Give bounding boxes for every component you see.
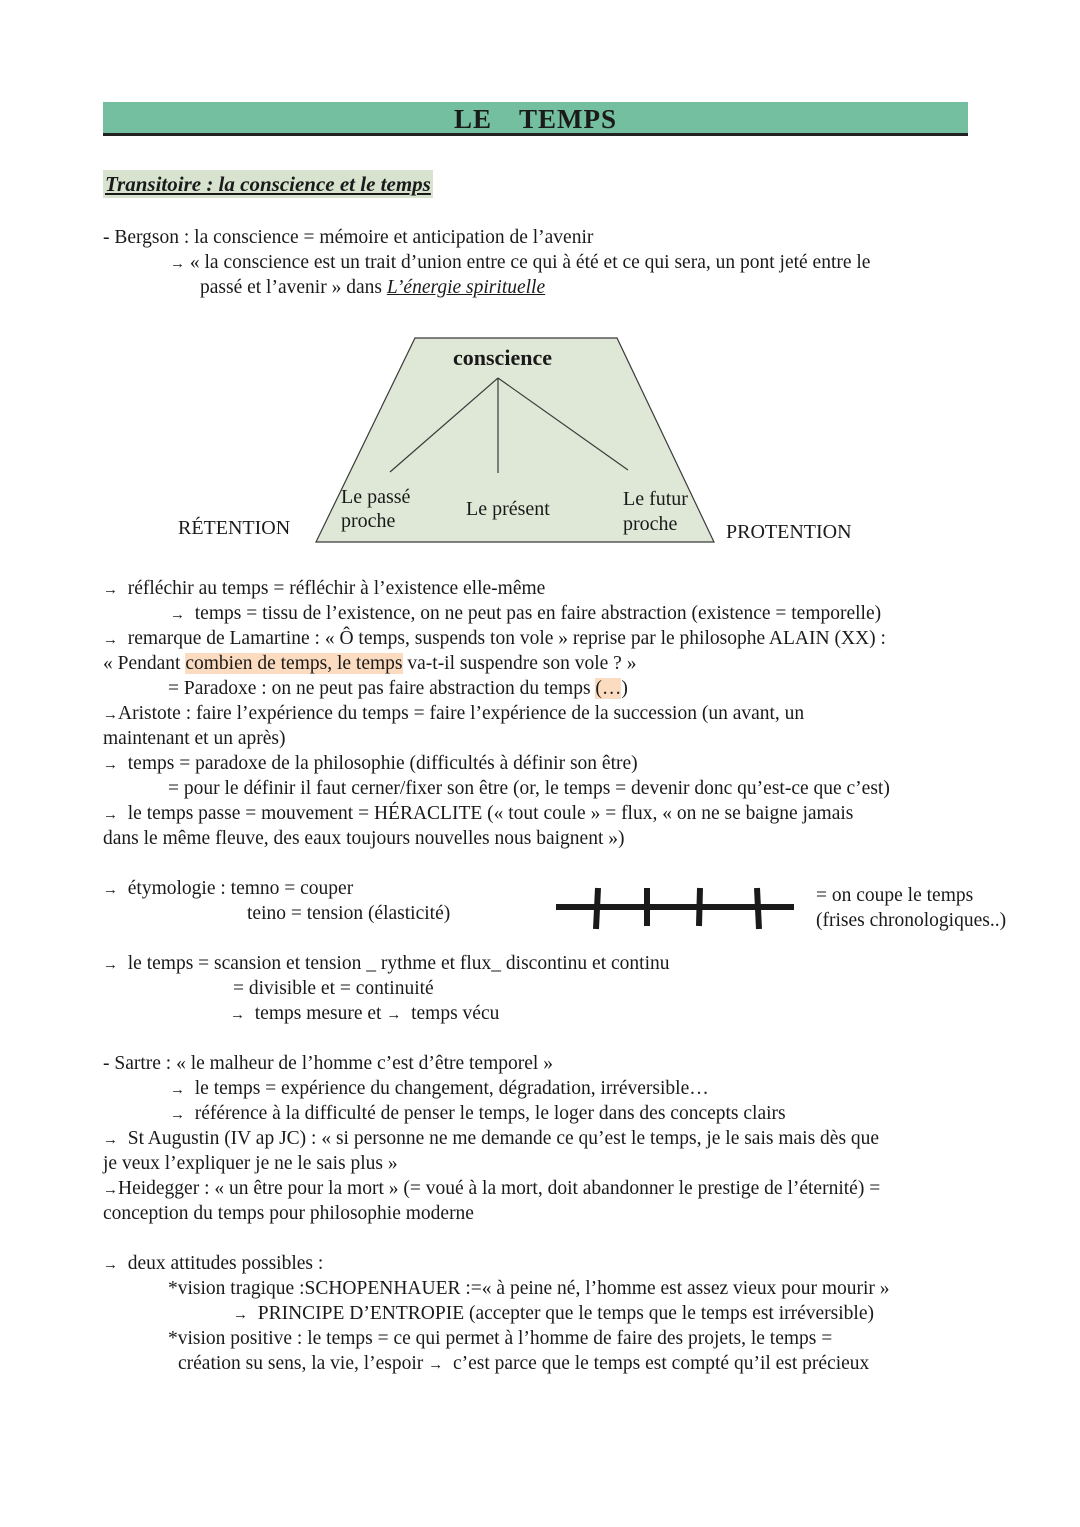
text-line xyxy=(103,951,669,978)
line-text: deux attitudes possibles : xyxy=(127,1253,324,1274)
timeline-tick-4 xyxy=(757,888,759,929)
arrow-icon: → xyxy=(103,882,118,898)
text-line xyxy=(103,1176,880,1203)
line-text: va-t-il suspendre son vole ? » xyxy=(402,653,637,674)
line-text: St Augustin (IV ap JC) : « si personne ne me demande ce qu’est le temps, je le sais mais dès que xyxy=(127,1128,880,1149)
line-text: ) xyxy=(621,678,628,699)
text-line xyxy=(103,1251,323,1278)
text-line: - Sartre : « le malheur de l’homme c’est d’être temporel » xyxy=(103,1053,553,1074)
text-line xyxy=(103,576,545,603)
text-line: = pour le définir il faut cerner/fixer son être (or, le temps = devenir donc qu’est-ce que c’est) xyxy=(168,778,890,799)
line-text: temps vécu xyxy=(411,1003,500,1024)
text-line: dans le même fleuve, des eaux toujours nouvelles nous baignent ») xyxy=(103,828,625,849)
arrow-icon: → xyxy=(103,707,118,723)
line-text: = Paradoxe : on ne peut pas faire abstraction du temps xyxy=(168,678,596,699)
arrow-icon: → xyxy=(103,582,118,598)
retention-label: RÉTENTION xyxy=(178,517,291,539)
text-line xyxy=(103,801,853,828)
line-text: le temps passe = mouvement = HÉRACLITE (« tout coule » = flux, « on ne se baigne jamais xyxy=(127,803,854,824)
arrow-icon: → xyxy=(170,1107,185,1123)
title-word-2: TEMPS xyxy=(519,104,618,134)
arrow-icon: → xyxy=(233,1307,248,1323)
bergson-line-1: - Bergson : la conscience = mémoire et anticipation de l’avenir xyxy=(103,227,594,248)
protention-label: PROTENTION xyxy=(726,521,852,543)
arrow-icon: → xyxy=(170,607,185,623)
line-text: Heidegger : « un être pour la mort » (= voué à la mort, doit abandonner le prestige de l’éternité) = xyxy=(118,1178,881,1199)
text-line: conception du temps pour philosophie moderne xyxy=(103,1203,474,1224)
text-line xyxy=(233,1301,874,1328)
diagram-top-label: conscience xyxy=(453,345,552,370)
text-line: maintenant et un après) xyxy=(103,728,286,749)
line-text: temps = paradoxe de la philosophie (difficultés à définir son être) xyxy=(127,753,638,774)
line-text: le temps = expérience du changement, dégradation, irréversible… xyxy=(194,1078,709,1099)
timeline-tick-3 xyxy=(699,888,700,926)
arrow-icon: → xyxy=(428,1357,444,1373)
text-line: je veux l’expliquer je ne le sais plus » xyxy=(103,1153,398,1174)
line-text: remarque de Lamartine : « Ô temps, suspends ton vole » reprise par le philosophe ALAIN (XX) : xyxy=(127,628,886,649)
text-line: *vision tragique :SCHOPENHAUER :=« à peine né, l’homme est assez vieux pour mourir » xyxy=(168,1278,890,1299)
line-text: réfléchir au temps = réfléchir à l’existence elle-même xyxy=(127,578,546,599)
text-line xyxy=(103,701,804,728)
arrow-icon: → xyxy=(103,807,118,823)
line-text: étymologie : temno = couper xyxy=(127,878,354,899)
arrow-icon: → xyxy=(103,1257,118,1273)
text-line: teino = tension (élasticité) xyxy=(247,903,451,924)
timeline-note-2: (frises chronologiques..) xyxy=(816,910,1007,931)
diagram-past-label-1: Le passé xyxy=(341,486,411,508)
arrow-icon: → xyxy=(103,632,118,648)
diagram-future-label-1: Le futur xyxy=(623,488,688,510)
text-line xyxy=(103,751,638,778)
text-line xyxy=(178,1351,869,1378)
text-line xyxy=(103,651,636,676)
diagram-future-label-2: proche xyxy=(623,513,678,535)
text-line xyxy=(103,626,886,653)
text-line xyxy=(170,1076,709,1103)
arrow-icon: → xyxy=(170,1082,185,1098)
diagram-past-label-2: proche xyxy=(341,510,396,532)
arrow-icon: → xyxy=(230,1007,245,1023)
arrow-icon: → xyxy=(386,1007,402,1023)
text-line xyxy=(170,601,881,628)
text-line xyxy=(168,676,628,701)
book-title: L’énergie spirituelle xyxy=(386,277,546,298)
diagram-present-label: Le présent xyxy=(466,498,550,520)
highlighted-text: combien de temps, le temps xyxy=(185,653,403,674)
arrow-icon: → xyxy=(103,1182,118,1198)
line-text: temps = tissu de l’existence, on ne peut pas en faire abstraction (existence = temporelle) xyxy=(194,603,882,624)
line-text: création su sens, la vie, l’espoir xyxy=(178,1353,429,1374)
line-text: c’est parce que le temps est compté qu’il est précieux xyxy=(452,1353,870,1374)
line-text: le temps = scansion et tension _ rythme et flux_ discontinu et continu xyxy=(127,953,670,974)
timeline-note-1: = on coupe le temps xyxy=(816,885,974,906)
line-text: référence à la difficulté de penser le temps, le loger dans des concepts clairs xyxy=(194,1103,786,1124)
arrow-icon: → xyxy=(103,757,118,773)
arrow-icon: → xyxy=(103,1132,118,1148)
highlighted-text: (… xyxy=(595,678,622,699)
text-line: *vision positive : le temps = ce qui permet à l’homme de faire des projets, le temps = xyxy=(168,1328,833,1349)
arrow-icon: → xyxy=(170,256,185,272)
text-line xyxy=(230,1001,499,1028)
title-word-1: LE xyxy=(453,104,492,134)
line-text: Aristote : faire l’expérience du temps = faire l’expérience de la succession (un avant, un xyxy=(118,703,805,724)
line-text: PRINCIPE D’ENTROPIE (accepter que le temps que le temps est irréversible) xyxy=(257,1303,874,1324)
text-line xyxy=(103,876,353,903)
arrow-icon: → xyxy=(103,957,118,973)
section-heading: Transitoire : la conscience et le temps xyxy=(105,172,431,196)
text-line xyxy=(170,1101,786,1128)
text-line: = divisible et = continuité xyxy=(233,978,434,999)
timeline-tick-1 xyxy=(596,888,598,929)
bergson-quote: « la conscience est un trait d’union entre ce qui à été et ce qui sera, un pont jeté entre le xyxy=(189,252,871,273)
bergson-line-3-text: passé et l’avenir » dans xyxy=(200,277,387,298)
line-text: temps mesure et xyxy=(254,1003,387,1024)
line-text: « Pendant xyxy=(103,653,186,674)
text-line xyxy=(103,1126,879,1153)
